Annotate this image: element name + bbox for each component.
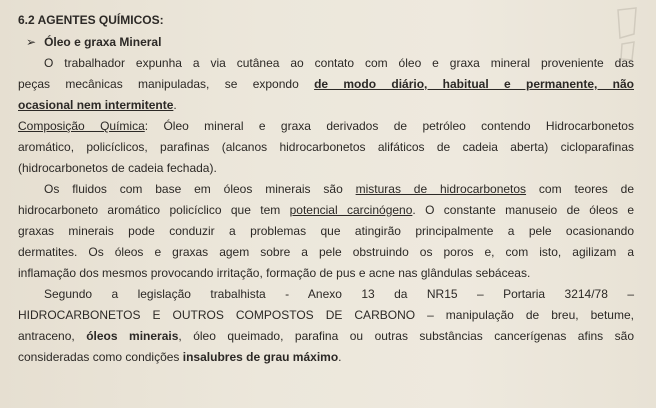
carcinogen-term: potencial carcinógeno [289,203,413,217]
exposure-emphasis-2: ocasional nem intermitente [18,98,174,112]
p3-l1a: Os fluidos com base em óleos minerais são [44,182,356,196]
p1-l2-text: peças mecânicas manipuladas, se expondo [18,77,315,91]
paragraph-1-line-1: O trabalhador expunha a via cutânea ao contato com óleo e graxa mineral proveniente das [44,56,634,70]
paragraph-3-line-1 [18,179,634,200]
composition-label: Composição Química [18,119,145,133]
section-heading: 6.2 AGENTES QUÍMICOS: [18,13,164,27]
p3-l2c: . O constante manuseio de óleos e [412,203,635,217]
paragraph-4-line-3 [18,326,634,347]
paragraph-3-line-2 [18,200,634,221]
arrow-bullet-icon: ➢ [26,35,37,49]
paragraph-2-line-2: aromático, policíclicos, parafinas (alcanos hidrocarbonetos alifáticos de cadeia aberta) cicloparafinas [18,140,634,154]
p2-l1-text: : Óleo mineral e graxa derivados de petróleo contendo Hidrocarbonetos [144,119,634,133]
mineral-oils-term: óleos minerais [86,329,179,343]
hydrocarbon-mixtures-term: misturas de hidrocarbonetos [355,182,527,196]
paragraph-1-line-3 [18,95,634,116]
paragraph-4-line-2: HIDROCARBONETOS E OUTROS COMPOSTOS DE CARBONO – manipulação de breu, betume, [18,308,634,322]
paragraph-2-line-3: (hidrocarbonetos de cadeia fechada). [18,161,217,175]
subsection-title: Óleo e graxa Mineral [44,35,162,49]
paragraph-2-line-1 [18,116,634,137]
p4-l3a: antraceno, [18,329,87,343]
p4-l4c: . [338,350,342,364]
max-insalubrity-term: insalubres de grau máximo [182,350,339,364]
paragraph-3-line-5: inflamação dos mesmos provocando irritação, formação de pus e acne nas glândulas sebáceas. [18,266,531,280]
paragraph-3-line-4: dermatites. Os óleos e graxas agem sobre a pele obstruindo os poros e, com isto, agilizam a [18,245,634,259]
margin-stamp-mark [612,4,642,64]
paragraph-4-line-4 [18,347,634,368]
exposure-emphasis-1: de modo diário, habitual e permanente, não [314,77,634,91]
p3-l1c: com teores de [526,182,634,196]
paragraph-3-line-3: graxas minerais pode conduzir a problemas que atingirão principalmente a pele ocasionando [18,224,634,238]
p4-l4a: consideradas como condições [18,350,183,364]
p1-l3-end: . [173,98,177,112]
p3-l2a: hidrocarboneto aromático policíclico que tem [18,203,290,217]
p4-l3c: , óleo queimado, parafina ou outras substâncias cancerígenas afins são [178,329,634,343]
paragraph-4-line-1: Segundo a legislação trabalhista - Anexo 13 da NR15 – Portaria 3214/78 – [44,287,634,301]
subsection-heading [18,32,634,53]
paragraph-1-line-2 [18,74,634,95]
